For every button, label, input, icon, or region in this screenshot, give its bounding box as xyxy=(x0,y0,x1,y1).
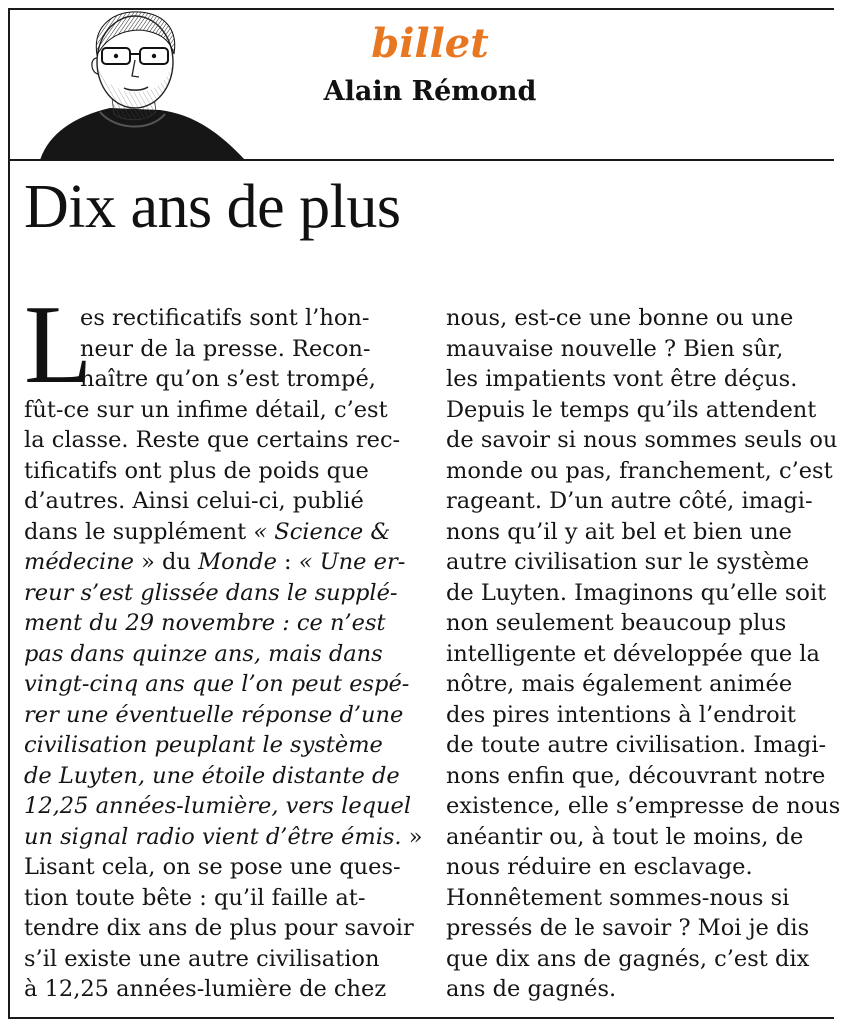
text-run: d’autres. Ainsi celui-ci, publié xyxy=(24,488,364,514)
text-run: s’il existe une autre civilisation xyxy=(24,945,380,972)
text-run: es rectificatifs sont l’hon- xyxy=(80,305,370,331)
italic-run: reur s’est glissée dans le supplé- xyxy=(24,579,398,606)
italic-run: Monde xyxy=(198,549,277,575)
text-line: rageant. D’un autre côté, imagi- xyxy=(446,488,813,514)
text-line xyxy=(24,730,424,761)
text-line xyxy=(24,974,424,1005)
text-line xyxy=(24,578,424,609)
text-line xyxy=(24,913,424,944)
article-title: Dix ans de plus xyxy=(24,173,401,241)
text-line xyxy=(24,334,424,365)
text-run: : xyxy=(276,549,299,575)
italic-run: 12,25 années-lumière, vers lequel xyxy=(24,793,412,819)
text-line: nons qu’il y ait bel et bien une xyxy=(446,518,792,545)
bottom-rule xyxy=(8,1017,834,1019)
text-line xyxy=(24,303,424,334)
drop-cap: L xyxy=(24,283,93,407)
left-rule xyxy=(8,8,10,1019)
text-line xyxy=(24,608,424,639)
text-run: naître qu’on s’est trompé, xyxy=(80,366,376,392)
text-run: tendre dix ans de plus pour savoir xyxy=(24,915,414,941)
text-line: autre civilisation sur le système xyxy=(446,549,810,575)
text-line: des pires intentions à l’endroit xyxy=(446,701,796,728)
article-column-left xyxy=(24,303,424,1005)
italic-run: « Une er- xyxy=(298,549,406,575)
text-line: non seulement beaucoup plus xyxy=(446,610,787,636)
italic-run: pas dans quinze ans, mais dans xyxy=(24,640,383,667)
text-line xyxy=(24,425,424,456)
text-run: » xyxy=(401,823,423,850)
text-line xyxy=(24,669,424,700)
text-line: nous, est-ce une bonne ou une xyxy=(446,305,794,331)
text-line: intelligente et développée que la xyxy=(446,640,820,667)
italic-run: vingt-cinq ans que l’on peut espé- xyxy=(24,671,410,697)
text-run: dans le supplément xyxy=(24,518,254,545)
text-line xyxy=(24,883,424,914)
text-line xyxy=(24,761,424,792)
text-line: nons enfin que, découvrant notre xyxy=(446,762,826,789)
text-line xyxy=(24,517,424,548)
text-run: la classe. Reste que certains rec- xyxy=(24,427,401,453)
text-line xyxy=(24,364,424,395)
text-run: à 12,25 années-lumière de chez xyxy=(24,976,387,1002)
italic-run: un signal radio vient d’être émis. xyxy=(24,823,402,850)
text-line: Depuis le temps qu’ils attendent xyxy=(446,396,817,423)
text-line: mauvaise nouvelle ? Bien sûr, xyxy=(446,335,784,362)
text-line: pressés de le savoir ? Moi je dis xyxy=(446,915,810,941)
text-line: les impatients vont être déçus. xyxy=(446,366,798,392)
text-line: monde ou pas, franchement, c’est xyxy=(446,457,833,484)
text-run: neur de la presse. Recon- xyxy=(80,335,371,362)
text-line: existence, elle s’empresse de nous xyxy=(446,793,841,819)
text-run: tificatifs ont plus de poids que xyxy=(24,457,369,484)
text-line xyxy=(24,486,424,517)
text-line: de toute autre civilisation. Imagi- xyxy=(446,732,827,758)
text-line xyxy=(24,547,424,578)
text-line: Honnêtement sommes-nous si xyxy=(446,884,790,911)
text-line: ans de gagnés. xyxy=(446,976,617,1002)
italic-run: rer une éventuelle réponse d’une xyxy=(24,701,404,728)
text-line: nôtre, mais également animée xyxy=(446,671,793,697)
text-line: nous réduire en esclavage. xyxy=(446,854,753,880)
italic-run: ment du 29 novembre : ce n’est xyxy=(24,610,386,636)
article-column-right xyxy=(446,303,844,1005)
text-line: anéantir ou, à tout le moins, de xyxy=(446,823,804,850)
italic-run: médecine xyxy=(24,549,134,575)
author-portrait-icon xyxy=(40,10,245,160)
text-line xyxy=(24,395,424,426)
italic-run: de Luyten, une étoile distante de xyxy=(24,762,400,789)
text-line xyxy=(24,822,424,853)
author-name: Alain Rémond xyxy=(323,76,537,107)
text-line xyxy=(24,456,424,487)
text-line xyxy=(24,700,424,731)
text-line xyxy=(24,852,424,883)
text-line: de savoir si nous sommes seuls ou xyxy=(446,427,838,453)
text-line: de Luyten. Imaginons qu’elle soit xyxy=(446,579,827,606)
text-line xyxy=(24,791,424,822)
text-run: » du xyxy=(133,549,199,575)
italic-run: « Science & xyxy=(253,518,391,545)
text-run: fût-ce sur un infime détail, c’est xyxy=(24,396,388,423)
text-run: Lisant cela, on se pose une ques- xyxy=(24,854,401,880)
text-run: tion toute bête : qu’il faille at- xyxy=(24,884,366,911)
rubric-label: billet xyxy=(371,20,489,67)
text-line xyxy=(24,944,424,975)
italic-run: civilisation peuplant le système xyxy=(24,732,383,758)
text-line xyxy=(24,639,424,670)
text-line: que dix ans de gagnés, c’est dix xyxy=(446,945,810,972)
